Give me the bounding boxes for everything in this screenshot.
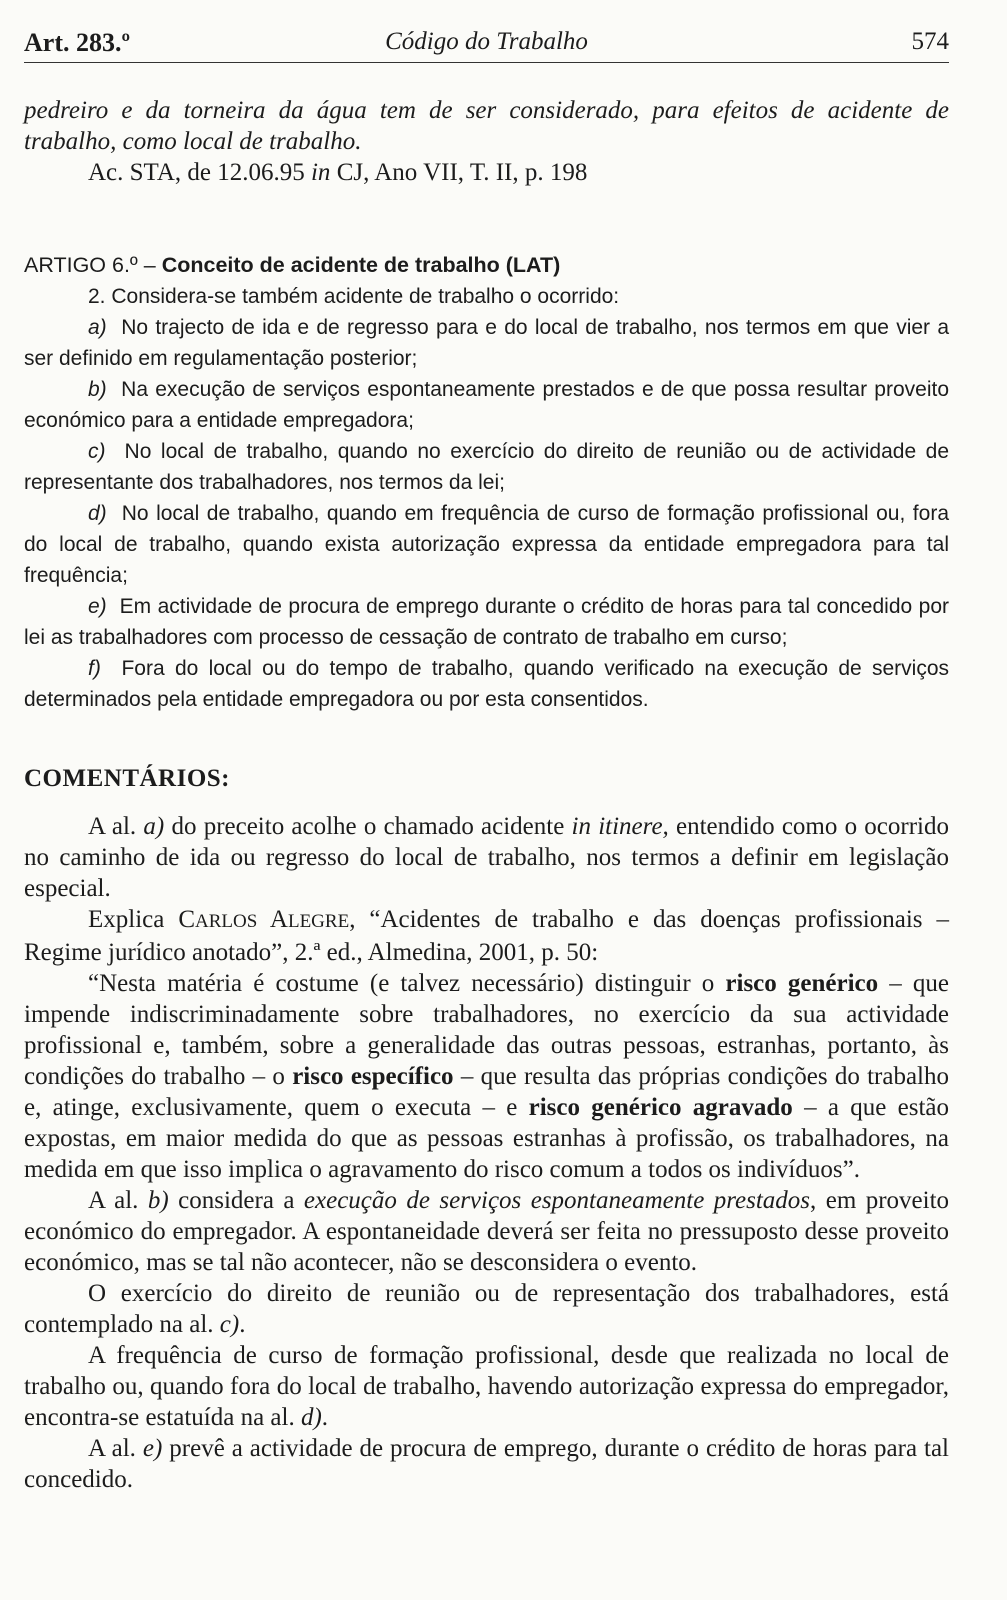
quote-citation: Ac. STA, de 12.06.95 in CJ, Ano VII, T. II, p. 198 bbox=[88, 159, 588, 186]
comment-paragraph-1: A al. a) do preceito acolhe o chamado acidente in itinere, entendido como o ocorrido no caminho de ida ou regresso do local de trabalho, nos termos a definir em legislação especial. bbox=[24, 813, 949, 902]
comment-paragraph-2: Explica CARLOS ALEGRE, “Acidentes de trabalho e das doenças profissionais – Regime jurídico anotado”, 2.ª ed., Almedina, 2001, p. 50: bbox=[24, 906, 949, 966]
article-heading: ARTIGO 6.º – Conceito de acidente de trabalho (LAT) bbox=[24, 253, 561, 277]
article-item-e: e) Em actividade de procura de emprego durante o crédito de horas para tal concedido por lei as trabalhadores com processo de cessação de contrato de trabalho em curso; bbox=[24, 595, 950, 649]
comment-paragraph-3: “Nesta matéria é costume (e talvez necessário) distinguir o risco genérico – que impende indiscriminadamente sobre trabalhadores, no exercício da sua actividade profissional e, também, sobre a generalidade das outras pessoas, estranhas, portanto, às condições do trabalho – o risco específico – que resulta das próprias condições do trabalho e, atinge, exclusivamente, quem o executa – e risco genérico agravado – a que estão expostas, em maior medida do que as pessoas estranhas à profissão, os trabalhadores, na medida em que isso implica o agravamento do risco comum a todos os indivíduos”. bbox=[24, 970, 950, 1183]
comments-body bbox=[24, 811, 949, 1495]
header-article: Art. 283.º bbox=[24, 28, 131, 57]
article-intro: 2. Considera-se também acidente de trabalho o ocorrido: bbox=[88, 285, 620, 308]
article-item-d: d) No local de trabalho, quando em frequência de curso de formação profissional ou, fora do local de trabalho, quando exista autorização expressa da entidade empregadora para tal frequência; bbox=[24, 502, 949, 587]
jurisprudence-quote bbox=[24, 95, 949, 188]
running-header bbox=[24, 24, 949, 63]
header-title: Código do Trabalho bbox=[385, 28, 588, 55]
comment-paragraph-4: A al. b) considera a execução de serviços espontaneamente prestados, em proveito económico do empregador. A espontaneidade deverá ser feita no pressuposto desse proveito económico, mas se tal não acontecer, não se desconsidera o evento. bbox=[24, 1187, 950, 1276]
comments-heading: COMENTÁRIOS: bbox=[24, 765, 231, 792]
comment-paragraph-7: A al. e) prevê a actividade de procura de emprego, durante o crédito de horas para tal concedido. bbox=[24, 1435, 949, 1493]
article-item-f: f) Fora do local ou do tempo de trabalho, quando verificado na execução de serviços determinados pela entidade empregadora ou por esta consentidos. bbox=[24, 657, 950, 711]
comment-paragraph-5: O exercício do direito de reunião ou de representação dos trabalhadores, está contemplado na al. c). bbox=[24, 1280, 949, 1338]
article-item-b: b) Na execução de serviços espontaneamente prestados e de que possa resultar proveito económico para a entidade empregadora; bbox=[24, 378, 950, 432]
comment-paragraph-6: A frequência de curso de formação profissional, desde que realizada no local de trabalho ou, quando fora do local de trabalho, havendo autorização expressa do empregador, encontra-se estatuída na al. d). bbox=[24, 1342, 949, 1431]
article-section bbox=[24, 250, 949, 715]
article-item-c: c) No local de trabalho, quando no exercício do direito de reunião ou de actividade de representante dos trabalhadores, nos termos da lei; bbox=[24, 440, 949, 494]
article-item-a: a) No trajecto de ida e de regresso para e do local de trabalho, nos termos em que vier a ser definido em regulamentação posterior; bbox=[24, 316, 949, 370]
quote-text: pedreiro e da torneira da água tem de ser considerado, para efeitos de acidente de trabalho, como local de trabalho. bbox=[24, 97, 949, 155]
article-body bbox=[24, 281, 949, 715]
page-number: 574 bbox=[911, 28, 949, 55]
